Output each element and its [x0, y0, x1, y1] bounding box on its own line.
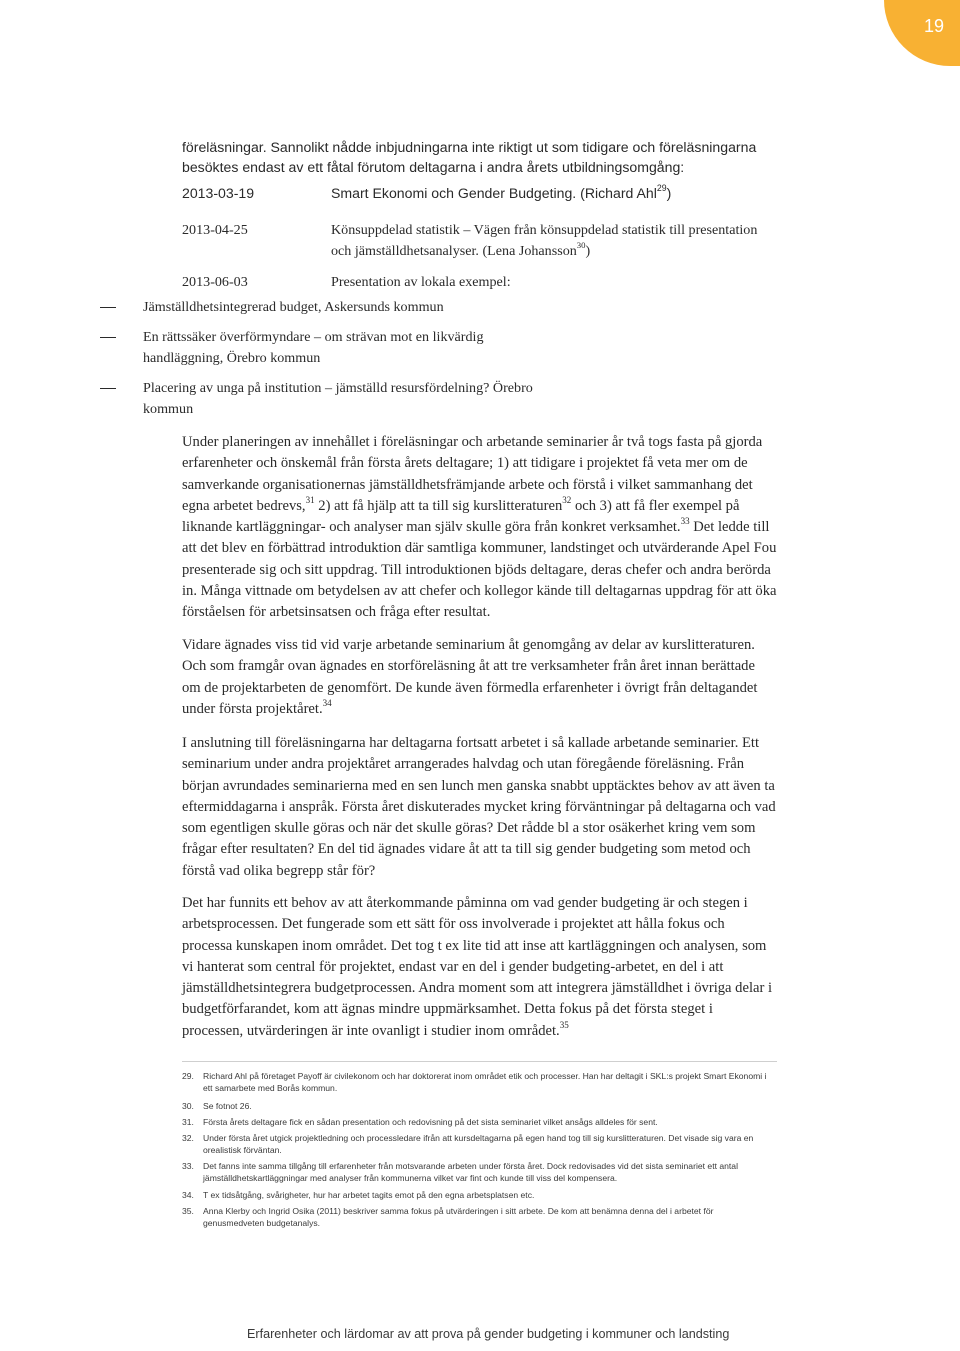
body-paragraph: Under planeringen av innehållet i föreläsningar och arbetande seminarier år två togs fasta på gjorda erfarenheter och önskemål från första årets deltagare; 1) att tidigare i projektet få veta mer om de samverkande organisationernas jämställdhetsfrämjande arbete och förstå i vilket sammanhang det egna arbetet bedrevs,$^{31}$ 2) att få hjälp att ta till sig kurslitteraturen$^{32}$ och 3) att få fler exempel på liknande kartläggningar- och analyser man själv skulle göra från konkret verksamhet.$^{33}$ Det ledde till att det blev en förbättrad introduktion där samtliga kommuner, landstinget och utvärderande Apel Fou presenterade sig och sitt uppdrag. Till introduktionen bjöds deltagare, deras chefer och andra berörda in. Många vittnade om betydelsen av att chefer och kollegor kände till deltagarnas uppdrag för att öka förståelsen för arbetsinsatsen och fråga efter resultat.	[182, 434, 777, 621]
body-paragraph: Vidare ägnades viss tid vid varje arbetande seminarium åt genomgång av delar av kurslitteraturen. Och som framgår ovan ägnades en storföreläsning åt att tre verksamheter från året innan berättade om de projektarbeten de genomfört. De kunde även förmedla erfarenheter i övrigt från deltagandet under första projektåret.$^{34}$	[182, 637, 758, 717]
bullet-text: En rättssäker överförmyndare – om strävan mot en likvärdig handläggning, Örebro kommun	[143, 329, 484, 366]
schedule-description: Presentation av lokala exempel:	[331, 274, 511, 290]
footnote-ref: 33	[680, 516, 690, 527]
footnote-text: Under första året utgick projektledning och processledare ifrån att kursdeltagarna på egen hand tog till sig kurslitteraturen. Det visade sig vara en orealistisk förväntan.	[203, 1133, 754, 1155]
body-paragraph: Det har funnits ett behov av att återkommande påminna om vad gender budgeting är och stegen i arbetsprocessen. Det fungerade som ett sätt för oss involverade i projektet att hålla fokus och processa kunskapen inom området. Det tog t ex lite tid att inse att kartläggningen och analysen, som vi hanterat som central för projektet, endast var en del i gender budgeting-arbetet, en del i att jämställdhetsintegrera budgetprocessen. Andra moment som att integrera jämställdhet i övriga delar i budgetförfarandet, kom att ägnas mindre uppmärksamhet. Detta fokus på det första steget i processen, utvärderingen är inte ovanligt i studier inom området.$^{35}$	[182, 895, 773, 1039]
footnote-ref: 31	[305, 495, 315, 506]
schedule-date: 2013-03-19	[182, 185, 255, 201]
footnote-text: Första årets deltagare fick en sådan presentation och redovisning på det sista seminariet vilket ansågs alldeles för sent.	[203, 1117, 658, 1127]
footnote-ref: 30	[576, 240, 586, 251]
dash-bullet-icon	[100, 337, 116, 338]
page-number: 19	[924, 16, 945, 36]
footnote-text: Det fanns inte samma tillgång till erfarenheter från motsvarande arbeten under första året. Dock redovisades vid det sista seminariet ett antal jämställdhetskartläggningar med analyser från kommunerna vilket var fint och kunde till viss del kompensera.	[203, 1161, 738, 1183]
schedule-description: Smart Ekonomi och Gender Budgeting. (Richard Ahl$^{29}$)	[331, 183, 672, 201]
footnote-text: Richard Ahl på företaget Payoff är civilekonom och har doktorerat inom området etik och processer. Han har deltagit i SKL:s projekt Smart Ekonomi i ett samarbete med Borås kommun.	[203, 1071, 767, 1093]
footnote-text: Se fotnot 26.	[203, 1101, 252, 1111]
footnote-text: T ex tidsåtgång, svårigheter, hur har arbetet tagits emot på den egna arbetsplatsen etc.	[203, 1190, 535, 1200]
footnote-ref: 35	[559, 1020, 569, 1031]
dash-bullet-icon	[100, 388, 116, 389]
footnote-ref: 29	[656, 183, 667, 194]
footnote-number: 35.	[182, 1206, 194, 1216]
page-number-badge	[884, 0, 960, 66]
intro-paragraph: föreläsningar. Sannolikt nådde inbjudningarna inte riktigt ut som tidigare och föreläsningarna besöktes endast av ett fåtal förutom deltagarna i andra årets utbildningsomgång:	[182, 139, 757, 175]
footnote-number: 29.	[182, 1071, 194, 1081]
schedule-date: 2013-04-25	[182, 222, 248, 238]
footnote-number: 33.	[182, 1161, 194, 1171]
bullet-text: Jämställdhetsintegrerad budget, Askersunds kommun	[143, 299, 444, 315]
footnote-number: 30.	[182, 1101, 194, 1111]
bullet-text: Placering av unga på institution – jämställd resursfördelning? Örebro kommun	[143, 380, 533, 417]
footnote-number: 34.	[182, 1190, 194, 1200]
footnote-ref: 34	[322, 698, 332, 709]
footnote-text: Anna Klerby och Ingrid Osika (2011) beskriver samma fokus på utvärderingen i sitt arbete. De kom att benämna denna del i arbetet för genusmedveten budgetanalys.	[203, 1206, 714, 1228]
body-paragraph: I anslutning till föreläsningarna har deltagarna fortsatt arbetet i så kallade arbetande seminarier. Ett seminarium under andra projektåret arrangerades halvdag och utan föregående föreläsning. Från början avrundades seminarierna med en sen lunch men ganska snabbt upptäcktes behov av att även ta eftermiddagarna i anspråk. Första året diskuterades mycket kring förväntningar på deltagarna och vad som egentligen skulle göras och när det skulle göras? Det rådde bl a stor osäkerhet kring vem som frågar efter resultaten? En del tid ägnades vidare åt att ta till sig gender budgeting som metod och förstå vad olika begrepp står för?	[182, 735, 776, 879]
footnote-number: 31.	[182, 1117, 194, 1127]
page-footer: Erfarenheter och lärdomar av att prova på gender budgeting i kommuner och landsting	[247, 1327, 730, 1341]
footnote-divider	[182, 1061, 777, 1062]
dash-bullet-icon	[100, 307, 116, 308]
schedule-description: Könsuppdelad statistik – Vägen från könsuppdelad statistik till presentation och jämställdhetsanalyser. (Lena Johansson$^{30}$)	[331, 222, 758, 259]
footnote-ref: 32	[562, 495, 572, 506]
schedule-date: 2013-06-03	[182, 274, 248, 290]
footnote-number: 32.	[182, 1133, 194, 1143]
